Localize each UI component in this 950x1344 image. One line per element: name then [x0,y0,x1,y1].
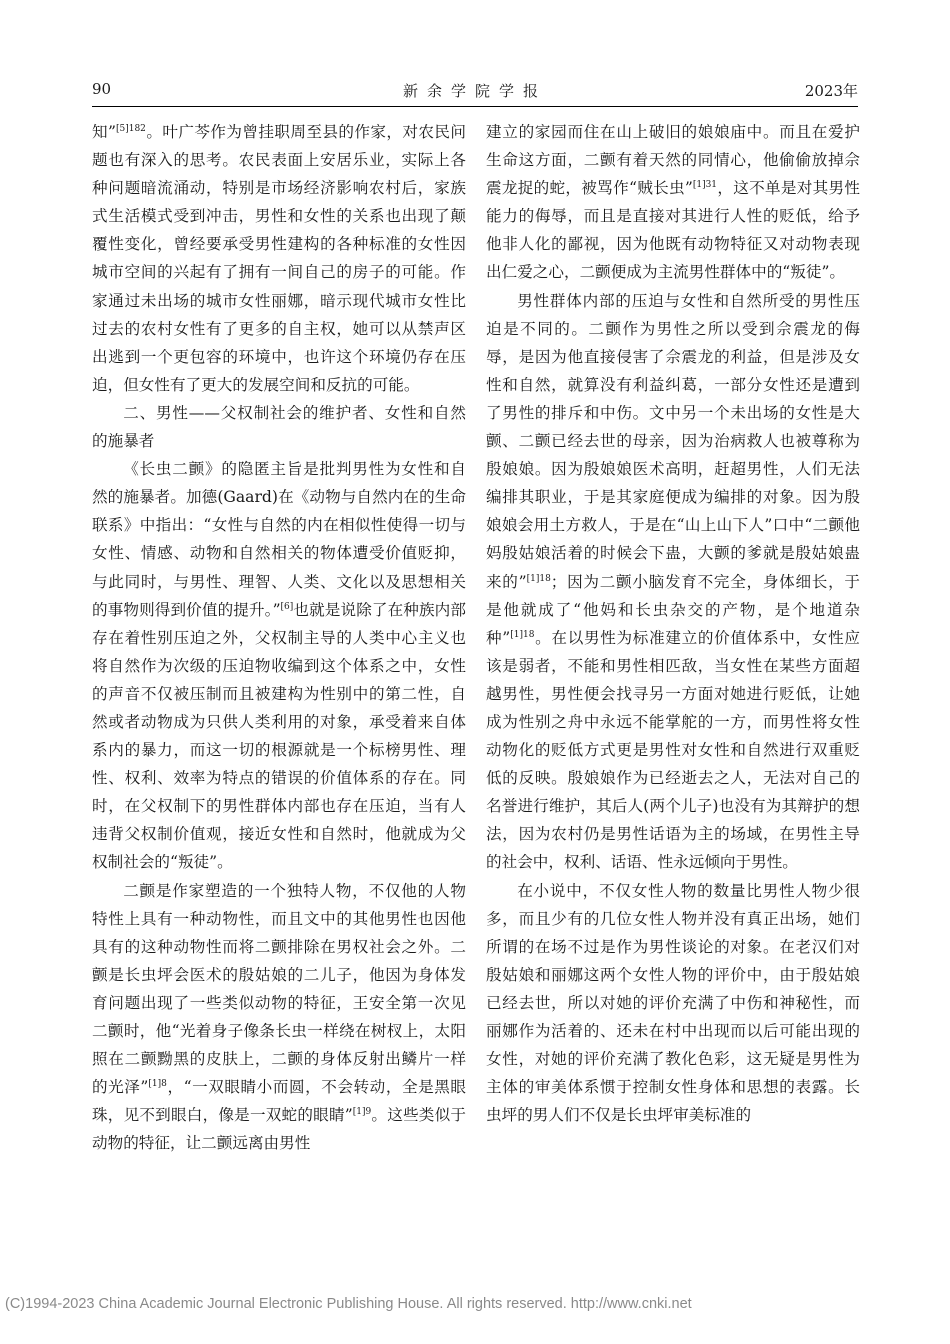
running-header [92,80,858,104]
right-column [486,118,860,1129]
copyright-footer: (C)1994-2023 China Academic Journal Electronic Publishing House. All rights reserved. http://www.cnki.net [5,1296,692,1312]
citation-marker: [1]31 [692,180,718,191]
paragraph-p4 [92,877,466,1158]
text-run: 二、男性——父权制社会的维护者、女性和自然的施暴者 [92,403,466,451]
text-run: 。在以男性为标准建立的价值体系中，女性应该是弱者，不能和男性相匹敌，当女性在某些方面超越男性，男性便会找寻另一方面对她进行贬低，让她成为性别之舟中永远不能掌舵的一方，而男性将女性动物化的贬低方式更是男性对女性和自然进行双重贬低的反映。殷娘娘作为已经逝去之人，无法对自己的名誉进行维护，其后人(两个儿子)也没有为其辩护的想法，因为农村仍是男性话语为主的场域，在男性主导的社会中，权利、话语、性永远倾向于男性。 [486,628,860,872]
citation-marker: [1]8 [148,1079,167,1090]
paragraph-p5 [486,118,860,287]
citation-marker: [5]182 [115,124,146,134]
page-number: 90 [92,80,112,98]
text-run: 男性群体内部的压迫与女性和自然所受的男性压迫是不同的。二颤作为男性之所以受到佘震龙的侮辱，是因为他直接侵害了佘震龙的利益，但是涉及女性和自然，就算没有利益纠葛，一部分女性还是遭到了男性的排斥和中伤。文中另一个未出场的女性是大颤、二颤已经去世的母亲，因为治病救人也被尊称为殷娘娘。因为殷娘娘医术高明，赶超男性，人们无法编排其职业，于是其家庭便成为编排的对象。因为殷娘娘会用土方救人，于是在“山上山下人”口中“二颤他妈殷姑娘活着的时候会下蛊，大颤的爹就是殷姑娘蛊来的” [486,291,860,591]
text-run: 知” [92,123,116,141]
text-run: 《长虫二颤》的隐匿主旨是批判男性为女性和自然的施暴者。加德(Gaard)在《动物与自然内在的生命联系》中指出：“女性与自然的内在相似性使得一切与女性、情感、动物和自然相关的物体遭受价值贬抑，与此同时，与男性、理智、人类、文化以及思想相关的事物则得到价值的提升。” [92,460,466,619]
publication-year: 2023年 [804,82,858,100]
text-run: 在小说中，不仅女性人物的数量比男性人物少很多，而且少有的几位女性人物并没有真正出场，她们所谓的在场不过是作为男性谈论的对象。在老汉们对殷姑娘和丽娜这两个女性人物的评价中，由于殷姑娘已经去世，所以对她的评价充满了中伤和神秘性，而丽娜作为活着的、还未在村中出现而以后可能出现的女性，对她的评价充满了教化色彩，这无疑是男性为主体的审美体系惯于控制女性身体和思想的表露。长虫坪的男人们不仅是长虫坪审美标准的 [486,881,860,1125]
header-rule [92,106,858,107]
citation-marker: [6] [280,601,294,612]
journal-title: 新余学院学报 [402,82,547,100]
text-run: ，这不单是对其男性能力的侮辱，而且是直接对其进行人性的贬低，给予他非人化的鄙视，因为他既有动物特征又对动物表现出仁爱之心，二颤便成为主流男性群体中的“叛徒”。 [486,179,860,282]
text-run: 二颤是作家塑造的一个独特人物，不仅他的人物特性上具有一种动物性，而且文中的其他男性也因他具有的这种动物性而将二颤排除在男权社会之外。二颤是长虫坪会医术的殷姑娘的二儿子，他因为身体发育问题出现了一些类似动物的特征，王安全第一次见二颤时，他“光着身子像条长虫一样绕在树杈上，太阳照在二颤黝黑的皮肤上，二颤的身体反射出鳞片一样的光泽” [92,881,466,1097]
citation-marker: [1]9 [352,1107,372,1118]
left-column [92,118,466,1157]
paragraph-p7 [486,877,860,1130]
paragraph-p2 [92,399,466,455]
paragraph-p6 [486,287,860,877]
paragraph-p3 [92,455,466,876]
paragraph-p1 [92,118,466,399]
text-run: 。这些类似于动物的特征，让二颤远离由男性 [92,1106,466,1153]
text-run: ，“一双眼睛小而圆，不会转动，全是黑眼珠，见不到眼白，像是一双蛇的眼睛” [92,1078,466,1125]
text-run: 。叶广芩作为曾挂职周至县的作家，对农民问题也有深入的思考。农民表面上安居乐业，实际上各种问题暗流涌动，特别是市场经济影响农村后，家族式生活模式受到冲击，男性和女性的关系也出现了颠覆性变化，曾经要承受男性建构的各种标准的女性因城市空间的兴起有了拥有一间自己的房子的可能。作家通过未出场的城市女性丽娜，暗示现代城市女性比过去的农村女性有了更多的自主权，她可以从禁声区出逃到一个更包容的环境中，也许这个环境仍存在压迫，但女性有了更大的发展空间和反抗的可能。 [92,123,466,394]
text-run: 也就是说除了在种族内部存在着性别压迫之外，父权制主导的人类中心主义也将自然作为次级的压迫物收编到这个体系之中，女性的声音不仅被压制而且被建构为性别中的第二性，自然或者动物成为只供人类利用的对象，承受着来自体系内的暴力，而这一切的根源就是一个标榜男性、理性、权利、效率为特点的错误的价值体系的存在。同时，在父权制下的男性群体内部也存在压迫，当有人违背父权制价值观，接近女性和自然时，他就成为父权制社会的“叛徒”。 [92,600,466,872]
text-run: ；因为二颤小脑发育不完全，身体细长，于是他就成了“他妈和长虫杂交的产物，是个地道杂种” [486,572,860,647]
text-run: 建立的家园而住在山上破旧的娘娘庙中。而且在爱护生命这方面，二颤有着天然的同情心，他偷偷放掉佘震龙捉的蛇，被骂作“贼长虫” [486,123,860,198]
citation-marker: [1]18 [510,629,535,640]
citation-marker: [1]18 [526,573,551,584]
